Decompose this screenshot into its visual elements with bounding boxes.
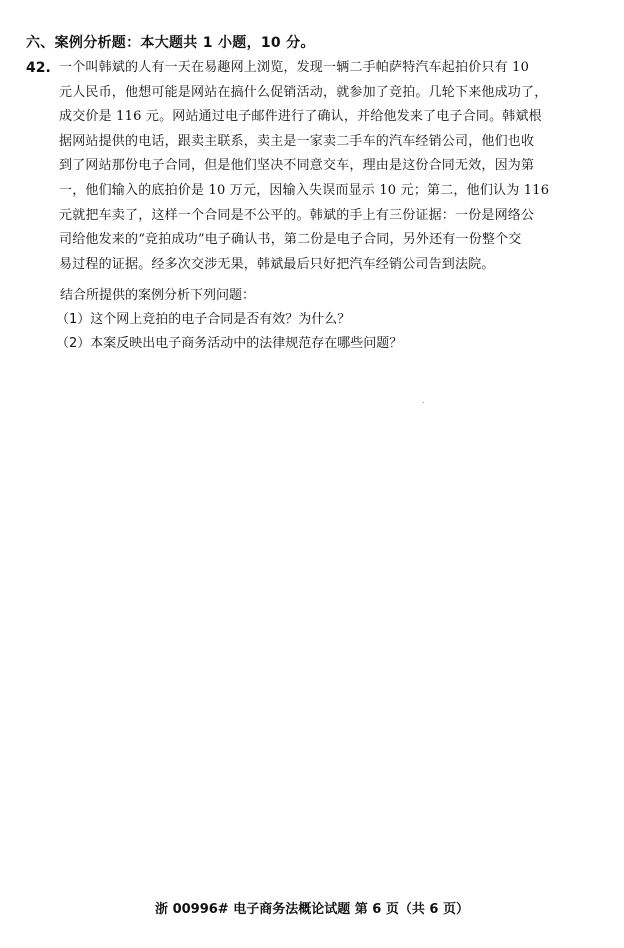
case-text-line: 元人民币，他想可能是网站在搞什么促销活动，就参加了竞拍。几轮下来他成功了， — [59, 84, 548, 100]
case-text-line: 易过程的证据。经多次交涉无果，韩斌最后只好把汽车经销公司告到法院。 — [59, 256, 495, 272]
analysis-prompt: 结合所提供的案例分析下列问题： — [60, 288, 256, 303]
question-number: 42. — [26, 60, 51, 76]
case-text-line: 一个叫韩斌的人有一天在易趣网上浏览，发现一辆二手帕萨特汽车起拍价只有 10 — [59, 60, 530, 75]
sub-question-1: （1）这个网上竞拍的电子合同是否有效？为什么？ — [56, 312, 351, 327]
case-text-line: 司给他发来的“竞拍成功”电子确认书，第二份是电子合同，另外还有一份整个交 — [59, 232, 522, 248]
page-footer: 浙 00996# 电子商务法概论试题 第 6 页（共 6 页） — [155, 902, 469, 917]
case-text — [59, 56, 598, 277]
section-heading: 六、案例分析题：本大题共 1 小题，10 分。 — [26, 35, 315, 51]
question-42 — [26, 56, 598, 277]
scan-speck — [423, 402, 424, 403]
case-text-line: 到了网站那份电子合同，但是他们坚决不同意交车，理由是这份合同无效，因为第 — [59, 158, 535, 174]
case-text-line: 元就把车卖了，这样一个合同是不公平的。韩斌的手上有三份证据：一份是网络公 — [59, 207, 535, 223]
sub-question-list — [56, 308, 402, 356]
sub-question-2: （2）本案反映出电子商务活动中的法律规范存在哪些问题？ — [56, 336, 403, 351]
case-text-line: 一，他们输入的底拍价是 10 万元，因输入失误而显示 10 元；第二，他们认为 116 — [59, 182, 550, 198]
case-text-line: 据网站提供的电话，跟卖主联系，卖主是一家卖二手车的汽车经销公司，他们也收 — [59, 133, 535, 149]
case-text-line: 成交价是 116 元。网站通过电子邮件进行了确认，并给他发来了电子合同。韩斌根 — [59, 109, 542, 125]
